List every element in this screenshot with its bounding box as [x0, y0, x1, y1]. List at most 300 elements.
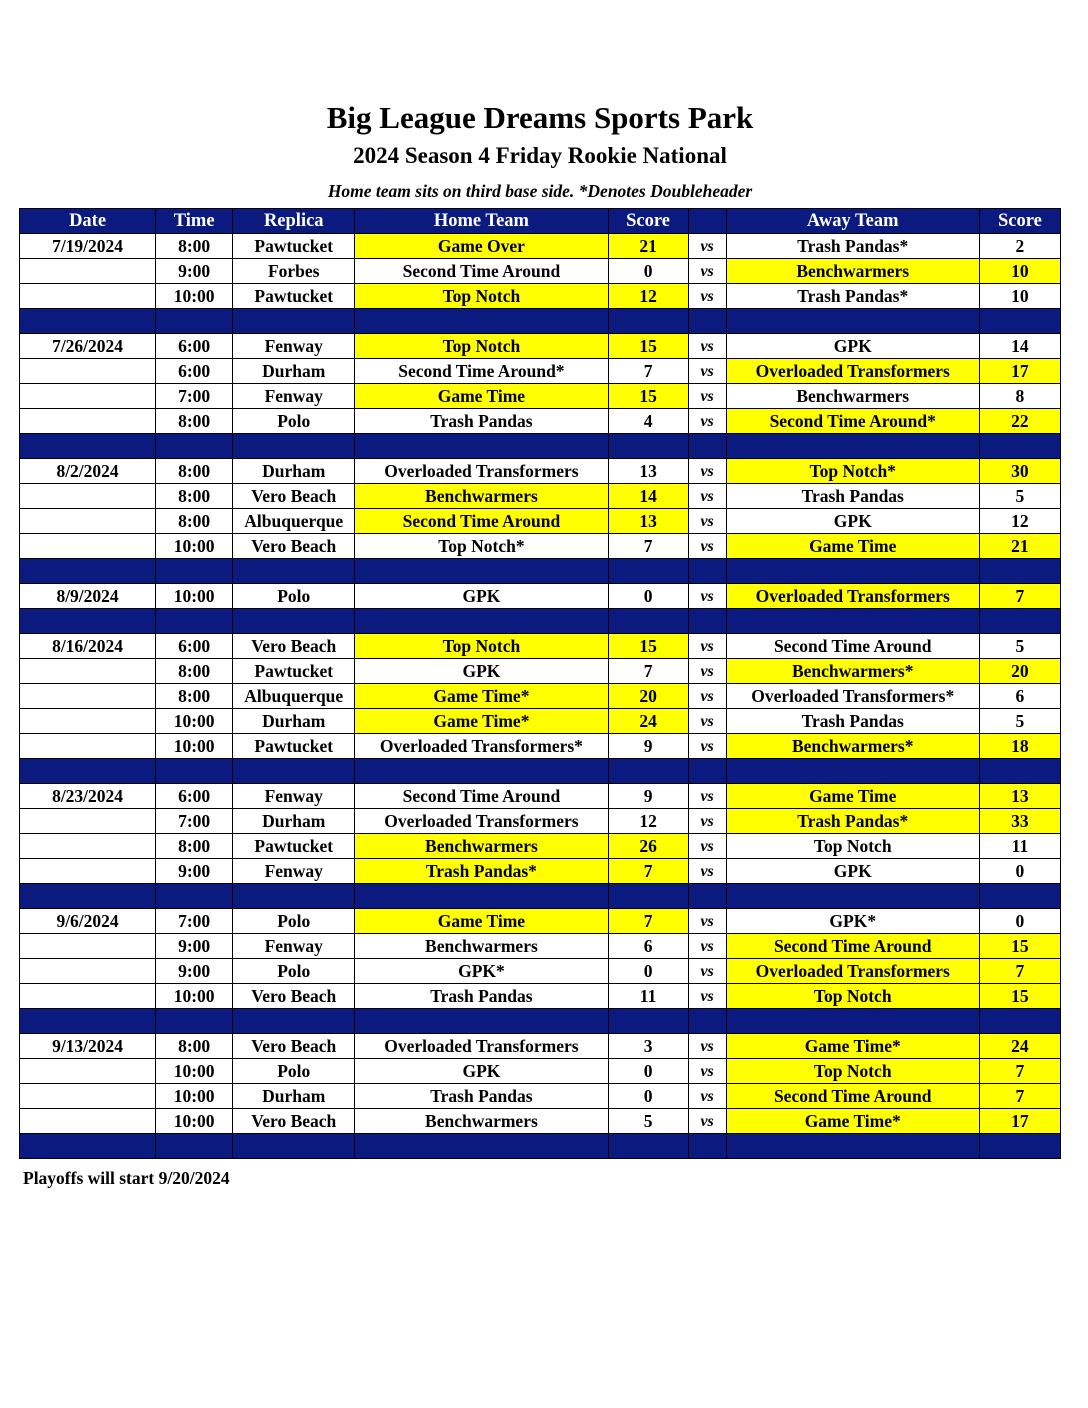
separator-cell [608, 1134, 688, 1159]
away-score-cell: 0 [979, 859, 1060, 884]
column-header-replica: Replica [233, 209, 355, 234]
separator-cell [608, 609, 688, 634]
separator-cell [20, 559, 156, 584]
home-score-cell: 11 [608, 984, 688, 1009]
away-team-cell: Overloaded Transformers [726, 584, 979, 609]
home-team-cell: Trash Pandas* [355, 859, 608, 884]
separator-cell [688, 434, 726, 459]
table-row [20, 909, 1061, 934]
time-cell: 10:00 [156, 284, 233, 309]
date-cell [20, 484, 156, 509]
away-team-cell: Second Time Around [726, 934, 979, 959]
replica-cell: Fenway [233, 384, 355, 409]
time-cell: 7:00 [156, 909, 233, 934]
time-cell: 8:00 [156, 509, 233, 534]
date-cell [20, 384, 156, 409]
vs-cell: vs [688, 934, 726, 959]
table-row [20, 284, 1061, 309]
home-score-cell: 3 [608, 1034, 688, 1059]
table-row [20, 259, 1061, 284]
vs-cell: vs [688, 534, 726, 559]
replica-cell: Pawtucket [233, 659, 355, 684]
away-score-cell: 15 [979, 934, 1060, 959]
away-score-cell: 14 [979, 334, 1060, 359]
separator-cell [726, 434, 979, 459]
date-cell: 8/23/2024 [20, 784, 156, 809]
column-header-date: Date [20, 209, 156, 234]
table-row [20, 684, 1061, 709]
separator-cell [355, 434, 608, 459]
home-team-cell: Second Time Around* [355, 359, 608, 384]
separator-cell [20, 609, 156, 634]
time-cell: 8:00 [156, 834, 233, 859]
home-score-cell: 5 [608, 1109, 688, 1134]
home-score-cell: 0 [608, 259, 688, 284]
separator-cell [688, 1134, 726, 1159]
time-cell: 8:00 [156, 409, 233, 434]
vs-cell: vs [688, 1109, 726, 1134]
separator-cell [688, 559, 726, 584]
date-cell [20, 409, 156, 434]
vs-cell: vs [688, 834, 726, 859]
separator-cell [608, 309, 688, 334]
vs-cell: vs [688, 234, 726, 259]
away-score-cell: 30 [979, 459, 1060, 484]
time-cell: 8:00 [156, 484, 233, 509]
table-row [20, 509, 1061, 534]
away-team-cell: Trash Pandas [726, 709, 979, 734]
separator-cell [688, 309, 726, 334]
date-cell [20, 934, 156, 959]
date-cell: 8/16/2024 [20, 634, 156, 659]
separator-cell [20, 1009, 156, 1034]
away-score-cell: 5 [979, 484, 1060, 509]
separator-cell [20, 759, 156, 784]
away-team-cell: Benchwarmers* [726, 734, 979, 759]
date-cell: 9/6/2024 [20, 909, 156, 934]
table-row [20, 1034, 1061, 1059]
vs-cell: vs [688, 484, 726, 509]
time-cell: 10:00 [156, 584, 233, 609]
table-row [20, 409, 1061, 434]
vs-cell: vs [688, 1084, 726, 1109]
separator-cell [20, 434, 156, 459]
date-cell [20, 534, 156, 559]
vs-cell: vs [688, 809, 726, 834]
replica-cell: Durham [233, 809, 355, 834]
separator-cell [233, 309, 355, 334]
time-cell: 8:00 [156, 659, 233, 684]
away-team-cell: GPK [726, 334, 979, 359]
time-cell: 7:00 [156, 384, 233, 409]
separator-row [20, 1134, 1061, 1159]
replica-cell: Polo [233, 584, 355, 609]
replica-cell: Polo [233, 909, 355, 934]
home-score-cell: 9 [608, 734, 688, 759]
away-team-cell: Top Notch* [726, 459, 979, 484]
home-score-cell: 12 [608, 809, 688, 834]
page-subtitle: 2024 Season 4 Friday Rookie National [353, 143, 727, 168]
table-row [20, 809, 1061, 834]
vs-cell: vs [688, 859, 726, 884]
away-team-cell: Overloaded Transformers [726, 959, 979, 984]
away-score-cell: 8 [979, 384, 1060, 409]
date-cell: 7/19/2024 [20, 234, 156, 259]
away-score-cell: 7 [979, 1059, 1060, 1084]
separator-cell [726, 1009, 979, 1034]
schedule-table [19, 208, 1061, 1159]
away-score-cell: 6 [979, 684, 1060, 709]
date-cell [20, 984, 156, 1009]
time-cell: 10:00 [156, 534, 233, 559]
away-team-cell: Game Time [726, 784, 979, 809]
date-cell [20, 359, 156, 384]
separator-cell [156, 759, 233, 784]
separator-cell [979, 1009, 1060, 1034]
away-score-cell: 2 [979, 234, 1060, 259]
away-score-cell: 21 [979, 534, 1060, 559]
date-cell [20, 684, 156, 709]
replica-cell: Polo [233, 959, 355, 984]
table-row [20, 634, 1061, 659]
home-team-cell: Trash Pandas [355, 409, 608, 434]
vs-cell: vs [688, 284, 726, 309]
separator-cell [20, 884, 156, 909]
home-score-cell: 15 [608, 384, 688, 409]
table-row [20, 709, 1061, 734]
home-score-cell: 13 [608, 509, 688, 534]
separator-cell [156, 309, 233, 334]
home-team-cell: GPK [355, 584, 608, 609]
column-header-away-team: Away Team [726, 209, 979, 234]
separator-cell [20, 1134, 156, 1159]
vs-cell: vs [688, 334, 726, 359]
separator-cell [979, 434, 1060, 459]
home-score-cell: 0 [608, 584, 688, 609]
time-cell: 10:00 [156, 1109, 233, 1134]
away-team-cell: Top Notch [726, 834, 979, 859]
away-team-cell: Overloaded Transformers* [726, 684, 979, 709]
table-row [20, 534, 1061, 559]
separator-cell [688, 1009, 726, 1034]
away-team-cell: Second Time Around [726, 634, 979, 659]
away-team-cell: Game Time* [726, 1034, 979, 1059]
separator-cell [726, 1134, 979, 1159]
home-team-cell: GPK* [355, 959, 608, 984]
home-team-cell: Game Time* [355, 684, 608, 709]
replica-cell: Fenway [233, 934, 355, 959]
time-cell: 6:00 [156, 784, 233, 809]
time-cell: 9:00 [156, 859, 233, 884]
home-team-cell: Top Notch [355, 634, 608, 659]
separator-cell [979, 609, 1060, 634]
page-title: Big League Dreams Sports Park [326, 100, 754, 135]
vs-cell: vs [688, 384, 726, 409]
time-cell: 10:00 [156, 1059, 233, 1084]
away-score-cell: 17 [979, 1109, 1060, 1134]
away-team-cell: Trash Pandas* [726, 284, 979, 309]
home-team-cell: Trash Pandas [355, 1084, 608, 1109]
vs-cell: vs [688, 909, 726, 934]
away-score-cell: 5 [979, 634, 1060, 659]
home-score-cell: 9 [608, 784, 688, 809]
table-row [20, 584, 1061, 609]
date-cell [20, 1084, 156, 1109]
table-row [20, 359, 1061, 384]
separator-cell [20, 309, 156, 334]
vs-cell: vs [688, 1034, 726, 1059]
date-cell [20, 1109, 156, 1134]
home-team-cell: Top Notch [355, 284, 608, 309]
home-score-cell: 0 [608, 1059, 688, 1084]
separator-cell [688, 884, 726, 909]
away-team-cell: Benchwarmers [726, 384, 979, 409]
date-cell [20, 959, 156, 984]
separator-cell [688, 609, 726, 634]
separator-cell [156, 609, 233, 634]
home-team-cell: Game Over [355, 234, 608, 259]
home-score-cell: 24 [608, 709, 688, 734]
replica-cell: Polo [233, 409, 355, 434]
separator-cell [355, 559, 608, 584]
vs-cell: vs [688, 409, 726, 434]
separator-cell [726, 609, 979, 634]
table-row [20, 1059, 1061, 1084]
vs-cell: vs [688, 784, 726, 809]
home-team-cell: GPK [355, 659, 608, 684]
away-score-cell: 22 [979, 409, 1060, 434]
separator-cell [608, 759, 688, 784]
replica-cell: Vero Beach [233, 534, 355, 559]
home-team-cell: Second Time Around [355, 784, 608, 809]
home-team-cell: Benchwarmers [355, 834, 608, 859]
date-cell: 7/26/2024 [20, 334, 156, 359]
table-row [20, 384, 1061, 409]
vs-cell: vs [688, 684, 726, 709]
away-score-cell: 20 [979, 659, 1060, 684]
time-cell: 10:00 [156, 1084, 233, 1109]
separator-cell [355, 884, 608, 909]
home-team-cell: Game Time [355, 909, 608, 934]
replica-cell: Vero Beach [233, 1109, 355, 1134]
separator-cell [979, 759, 1060, 784]
away-score-cell: 7 [979, 1084, 1060, 1109]
date-cell [20, 509, 156, 534]
separator-cell [355, 309, 608, 334]
separator-cell [355, 609, 608, 634]
separator-cell [233, 609, 355, 634]
away-score-cell: 5 [979, 709, 1060, 734]
date-cell: 8/9/2024 [20, 584, 156, 609]
home-score-cell: 26 [608, 834, 688, 859]
time-cell: 6:00 [156, 334, 233, 359]
home-score-cell: 7 [608, 659, 688, 684]
time-cell: 9:00 [156, 959, 233, 984]
away-team-cell: GPK [726, 859, 979, 884]
separator-cell [355, 759, 608, 784]
separator-cell [608, 884, 688, 909]
replica-cell: Fenway [233, 784, 355, 809]
column-header-time: Time [156, 209, 233, 234]
home-team-cell: Benchwarmers [355, 1109, 608, 1134]
date-cell [20, 659, 156, 684]
table-row [20, 1109, 1061, 1134]
away-score-cell: 10 [979, 259, 1060, 284]
separator-cell [233, 1009, 355, 1034]
date-cell: 9/13/2024 [20, 1034, 156, 1059]
home-score-cell: 7 [608, 359, 688, 384]
replica-cell: Pawtucket [233, 734, 355, 759]
separator-row [20, 309, 1061, 334]
replica-cell: Fenway [233, 859, 355, 884]
away-score-cell: 13 [979, 784, 1060, 809]
home-score-cell: 6 [608, 934, 688, 959]
home-team-cell: Trash Pandas [355, 984, 608, 1009]
date-cell [20, 734, 156, 759]
separator-cell [688, 759, 726, 784]
separator-cell [355, 1134, 608, 1159]
separator-cell [979, 1134, 1060, 1159]
separator-cell [608, 1009, 688, 1034]
replica-cell: Albuquerque [233, 509, 355, 534]
table-row [20, 734, 1061, 759]
vs-cell: vs [688, 634, 726, 659]
replica-cell: Pawtucket [233, 234, 355, 259]
away-team-cell: Benchwarmers* [726, 659, 979, 684]
home-score-cell: 20 [608, 684, 688, 709]
home-team-cell: Overloaded Transformers [355, 459, 608, 484]
vs-cell: vs [688, 359, 726, 384]
home-team-cell: Benchwarmers [355, 484, 608, 509]
away-team-cell: Top Notch [726, 1059, 979, 1084]
away-team-cell: Benchwarmers [726, 259, 979, 284]
replica-cell: Albuquerque [233, 684, 355, 709]
separator-cell [233, 759, 355, 784]
replica-cell: Vero Beach [233, 634, 355, 659]
away-team-cell: Game Time* [726, 1109, 979, 1134]
vs-cell: vs [688, 1059, 726, 1084]
separator-row [20, 434, 1061, 459]
home-score-cell: 7 [608, 909, 688, 934]
date-cell [20, 1059, 156, 1084]
date-cell [20, 859, 156, 884]
date-cell [20, 834, 156, 859]
date-cell: 8/2/2024 [20, 459, 156, 484]
vs-cell: vs [688, 734, 726, 759]
table-row [20, 959, 1061, 984]
separator-cell [233, 1134, 355, 1159]
table-row [20, 859, 1061, 884]
separator-cell [726, 884, 979, 909]
replica-cell: Vero Beach [233, 984, 355, 1009]
away-score-cell: 24 [979, 1034, 1060, 1059]
separator-row [20, 559, 1061, 584]
replica-cell: Pawtucket [233, 284, 355, 309]
away-team-cell: Top Notch [726, 984, 979, 1009]
time-cell: 8:00 [156, 234, 233, 259]
time-cell: 6:00 [156, 634, 233, 659]
vs-cell: vs [688, 509, 726, 534]
away-score-cell: 11 [979, 834, 1060, 859]
replica-cell: Pawtucket [233, 834, 355, 859]
home-score-cell: 7 [608, 859, 688, 884]
away-score-cell: 7 [979, 959, 1060, 984]
home-score-cell: 12 [608, 284, 688, 309]
away-score-cell: 0 [979, 909, 1060, 934]
time-cell: 10:00 [156, 709, 233, 734]
vs-cell: vs [688, 959, 726, 984]
separator-cell [156, 1009, 233, 1034]
column-header-home-score: Score [608, 209, 688, 234]
separator-cell [233, 884, 355, 909]
separator-cell [156, 884, 233, 909]
replica-cell: Vero Beach [233, 1034, 355, 1059]
away-team-cell: Trash Pandas [726, 484, 979, 509]
away-team-cell: Trash Pandas* [726, 234, 979, 259]
schedule-body [20, 234, 1061, 1159]
home-team-cell: Second Time Around [355, 259, 608, 284]
vs-cell: vs [688, 584, 726, 609]
separator-row [20, 609, 1061, 634]
time-cell: 8:00 [156, 684, 233, 709]
separator-cell [355, 1009, 608, 1034]
separator-cell [979, 309, 1060, 334]
separator-cell [726, 309, 979, 334]
table-row [20, 984, 1061, 1009]
separator-cell [608, 434, 688, 459]
away-team-cell: Second Time Around [726, 1084, 979, 1109]
table-header-row [20, 209, 1061, 234]
separator-cell [979, 884, 1060, 909]
replica-cell: Polo [233, 1059, 355, 1084]
away-team-cell: Trash Pandas* [726, 809, 979, 834]
replica-cell: Durham [233, 709, 355, 734]
table-row [20, 334, 1061, 359]
table-row [20, 234, 1061, 259]
table-row [20, 659, 1061, 684]
column-header-vs [688, 209, 726, 234]
schedule-note: Home team sits on third base side. *Denotes Doubleheader [327, 181, 753, 201]
home-team-cell: Overloaded Transformers [355, 809, 608, 834]
away-team-cell: GPK [726, 509, 979, 534]
home-score-cell: 4 [608, 409, 688, 434]
away-team-cell: GPK* [726, 909, 979, 934]
away-score-cell: 10 [979, 284, 1060, 309]
separator-cell [979, 559, 1060, 584]
vs-cell: vs [688, 259, 726, 284]
vs-cell: vs [688, 659, 726, 684]
separator-cell [233, 434, 355, 459]
separator-cell [726, 759, 979, 784]
home-team-cell: Game Time [355, 384, 608, 409]
home-team-cell: Top Notch [355, 334, 608, 359]
home-team-cell: Top Notch* [355, 534, 608, 559]
home-score-cell: 15 [608, 334, 688, 359]
home-score-cell: 14 [608, 484, 688, 509]
table-row [20, 484, 1061, 509]
separator-row [20, 1009, 1061, 1034]
time-cell: 7:00 [156, 809, 233, 834]
separator-row [20, 759, 1061, 784]
table-row [20, 1084, 1061, 1109]
home-team-cell: Benchwarmers [355, 934, 608, 959]
home-score-cell: 21 [608, 234, 688, 259]
separator-cell [726, 559, 979, 584]
separator-cell [608, 559, 688, 584]
playoffs-note: Playoffs will start 9/20/2024 [23, 1168, 230, 1188]
home-score-cell: 0 [608, 959, 688, 984]
away-team-cell: Game Time [726, 534, 979, 559]
